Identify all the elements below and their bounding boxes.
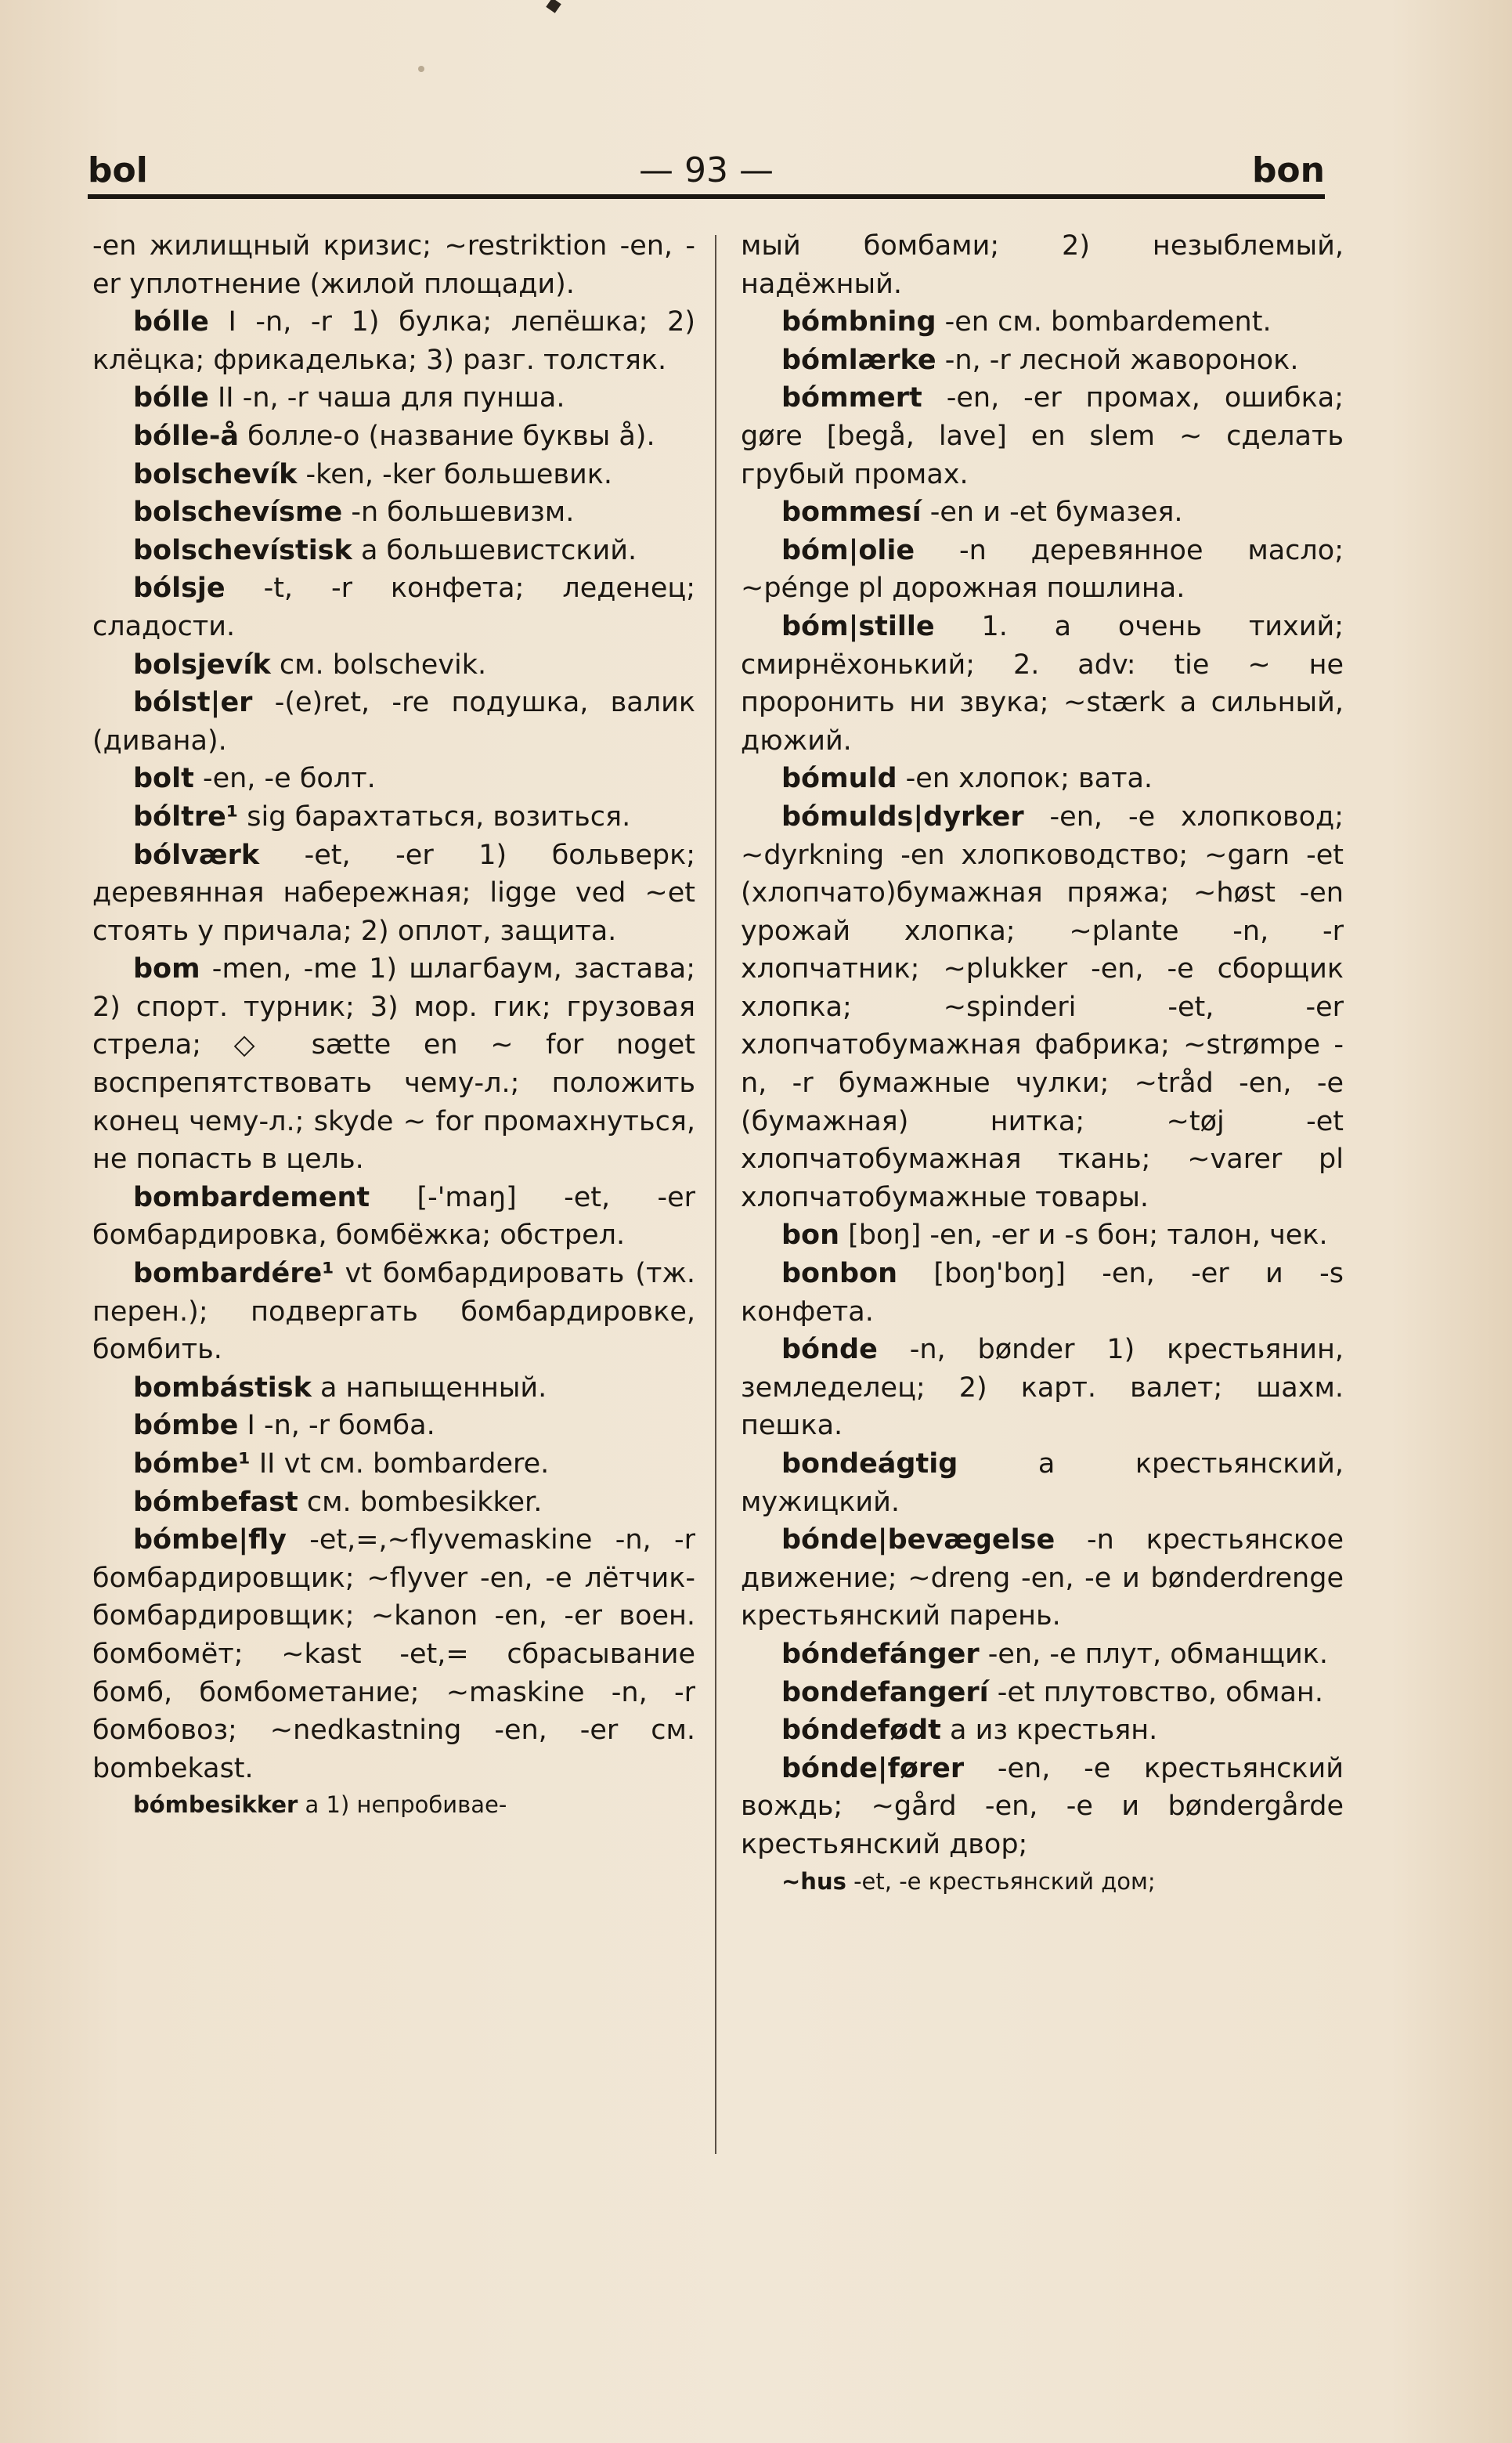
dictionary-entry: bólle I -n, -r 1) булка; лепёшка; 2) клёцка; фрикаделька; 3) разг. толстяк. bbox=[92, 306, 695, 376]
headword: bóltre¹ bbox=[133, 800, 239, 833]
headword: bómulds|dyrker bbox=[781, 800, 1024, 833]
dictionary-entry: bolt -en, -e болт. bbox=[133, 763, 376, 795]
dictionary-entry: bónde -n, bønder 1) крестьянин, земледелец; 2) карт. валет; шахм. пешка. bbox=[741, 1334, 1344, 1442]
headword: bombástisk bbox=[133, 1371, 312, 1404]
dictionary-entry: bolschevísme -n большевизм. bbox=[133, 497, 575, 529]
dictionary-entry: bolsjevík см. bolschevik. bbox=[133, 649, 487, 681]
header-last-word: bon bbox=[1251, 150, 1325, 190]
dictionary-entry: bom -men, -me 1) шлагбаум, застава; 2) спорт. турник; 3) мор. гик; грузовая стрела; ◇ sætte en ~ for noget воспрепятствовать чему-л.; положить конец чему-л.; skyde ~ for промахнуться, не попасть в цель. bbox=[92, 953, 695, 1176]
headword: bolsjevík bbox=[133, 649, 271, 681]
dictionary-entry: ~hus -et, -e крестьянский дом; bbox=[781, 1867, 1156, 1895]
headword: bólsje bbox=[133, 573, 226, 605]
headword: bondefangerí bbox=[781, 1676, 989, 1708]
page-header bbox=[88, 141, 1325, 196]
headword: bólst|er bbox=[133, 687, 253, 719]
headword: bómbesikker bbox=[133, 1791, 298, 1819]
dictionary-entry: bólle-å болле-о (название буквы å). bbox=[133, 420, 655, 452]
dictionary-entry: bólværk -et, -er 1) больверк; деревянная набережная; ligge ved ~et стоять у причала; 2) оплот, защита. bbox=[92, 839, 695, 947]
dictionary-entry: bombardére¹ vt бомбардировать (тж. перен.); подвергать бомбардировке, бомбить. bbox=[92, 1258, 695, 1366]
dictionary-entry: bóm|stille 1. a очень тихий; смирнёхонький; 2. adv: tie ~ не проронить ни звука; ~stærk a сильный, дюжий. bbox=[741, 610, 1344, 757]
dictionary-entry: bonbon [boŋ'boŋ] -en, -er и -s конфета. bbox=[741, 1258, 1344, 1328]
dictionary-entry: bon [boŋ] -en, -er и -s бон; талон, чек. bbox=[781, 1220, 1328, 1252]
column-divider bbox=[715, 235, 716, 2154]
paper-mark bbox=[546, 0, 561, 13]
paper-spot bbox=[418, 66, 424, 72]
dictionary-entry: мый бомбами; 2) незыблемый, надёжный. bbox=[741, 230, 1344, 300]
dictionary-entry: bómbe|fly -et,=,~flyvemaskine -n, -r бомбардировщик; ~flyver -en, -e лётчик-бомбардировщик; ~kanon -en, -er воен. бомбомёт; ~kast -et,= сбрасывание бомб, бомбометание; ~maskine -n, -r бомбовоз; ~nedkastning -en, -er см. bombekast. bbox=[92, 1524, 695, 1784]
headword: bónde bbox=[781, 1334, 878, 1366]
dictionary-entry: bóltre¹ sig барахтаться, возиться. bbox=[133, 800, 631, 833]
dictionary-entry: bónde|bevægelse -n крестьянское движение; ~dreng -en, -e и bønderdrenge крестьянский парень. bbox=[741, 1524, 1344, 1632]
headword: bólle-å bbox=[133, 420, 239, 452]
headword: bóm|olie bbox=[781, 534, 915, 566]
headword: bómbe|fly bbox=[133, 1524, 287, 1556]
headword: bólle bbox=[133, 382, 209, 414]
dictionary-entry: bondefangerí -et плутовство, обман. bbox=[781, 1676, 1323, 1708]
dictionary-entry: bondeágtig a крестьянский, мужицкий. bbox=[741, 1448, 1344, 1518]
headword: bóndefødt bbox=[781, 1715, 941, 1747]
page-number: — 93 — bbox=[639, 150, 774, 190]
headword: bónde|fører bbox=[781, 1752, 965, 1784]
header-rule bbox=[88, 194, 1325, 199]
dictionary-entry: bóndefødt a из крестьян. bbox=[781, 1715, 1158, 1747]
header-first-word: bol bbox=[88, 150, 148, 190]
headword: bónde|bevægelse bbox=[781, 1524, 1056, 1556]
headword: bómlærke bbox=[781, 344, 936, 376]
dictionary-entry: bónde|fører -en, -e крестьянский вождь; ~gård -en, -e и bøndergårde крестьянский двор; bbox=[741, 1752, 1344, 1860]
dictionary-entry: bómbe¹ II vt см. bombardere. bbox=[133, 1448, 550, 1480]
dictionary-entry: bómbefast см. bombesikker. bbox=[133, 1486, 543, 1518]
headword: bómbe¹ bbox=[133, 1448, 251, 1480]
dictionary-entry: bólle II -n, -r чаша для пунша. bbox=[133, 382, 565, 414]
headword: bómbe bbox=[133, 1410, 239, 1442]
headword: bólværk bbox=[133, 839, 260, 871]
dictionary-entry: bómlærke -n, -r лесной жаворонок. bbox=[781, 344, 1299, 376]
headword: bómbefast bbox=[133, 1486, 298, 1518]
headword: ~hus bbox=[781, 1867, 846, 1895]
headword: bómmert bbox=[781, 382, 922, 414]
dictionary-entry: bólst|er -(e)ret, -re подушка, валик (дивана). bbox=[92, 687, 695, 757]
right-column bbox=[741, 227, 1344, 1899]
headword: bómuld bbox=[781, 763, 897, 795]
headword: bombardement bbox=[133, 1181, 370, 1213]
headword: bóndefánger bbox=[781, 1638, 980, 1670]
headword: bolt bbox=[133, 763, 194, 795]
headword: bómbning bbox=[781, 306, 936, 338]
dictionary-entry: bómbning -en см. bombardement. bbox=[781, 306, 1272, 338]
dictionary-entry: bombardement [-'maŋ] -et, -er бомбардировка, бомбёжка; обстрел. bbox=[92, 1181, 695, 1252]
headword: bonbon bbox=[781, 1258, 898, 1290]
dictionary-entry: bolschevík -ken, -ker большевик. bbox=[133, 458, 613, 490]
headword: bólle bbox=[133, 306, 209, 338]
headword: bommesí bbox=[781, 497, 922, 529]
dictionary-entry: bómbe I -n, -r бомба. bbox=[133, 1410, 435, 1442]
dictionary-entry: bómmert -en, -er промах, ошибка; gøre [begå, lave] en slem ~ сделать грубый промах. bbox=[741, 382, 1344, 490]
dictionary-entry: -en жилищный кризис; ~restriktion -en, -er уплотнение (жилой площади). bbox=[92, 230, 695, 300]
dictionary-entry: bóndefánger -en, -e плут, обманщик. bbox=[781, 1638, 1328, 1670]
dictionary-entry: bóm|olie -n деревянное масло; ~pénge pl дорожная пошлина. bbox=[741, 534, 1344, 605]
dictionary-entry: bómuld -en хлопок; вата. bbox=[781, 763, 1153, 795]
dictionary-entry: bommesí -en и -et бумазея. bbox=[781, 497, 1183, 529]
dictionary-entry: bómulds|dyrker -en, -e хлопковод; ~dyrkning -en хлопководство; ~garn -et (хлопчато)бумажная пряжа; ~høst -en урожай хлопка; ~plante -n, -r хлопчатник; ~plukker -en, -e сборщик хлопка; ~spinderi -et, -er хлопчатобумажная фабрика; ~strømpe -n, -r бумажные чулки; ~tråd -en, -e (бумажная) нитка; ~tøj -et хлопчатобумажная ткань; ~varer pl хлопчатобумажные товары. bbox=[741, 800, 1344, 1213]
dictionary-entry: bombástisk a напыщенный. bbox=[133, 1371, 547, 1404]
dictionary-entry: bólsje -t, -r конфета; леденец; сладости. bbox=[92, 573, 695, 642]
headword: bolschevík bbox=[133, 458, 298, 490]
headword: bolschevísme bbox=[133, 497, 343, 529]
headword: bolschevístisk bbox=[133, 534, 352, 566]
headword: bon bbox=[781, 1220, 840, 1252]
headword: bombardére¹ bbox=[133, 1258, 334, 1290]
headword: bondeágtig bbox=[781, 1448, 958, 1480]
dictionary-entry: bómbesikker a 1) непробивае- bbox=[133, 1791, 507, 1819]
left-column bbox=[92, 227, 695, 1822]
dictionary-entry: bolschevístisk a большевистский. bbox=[133, 534, 637, 566]
headword: bóm|stille bbox=[781, 610, 935, 642]
headword: bom bbox=[133, 953, 200, 985]
